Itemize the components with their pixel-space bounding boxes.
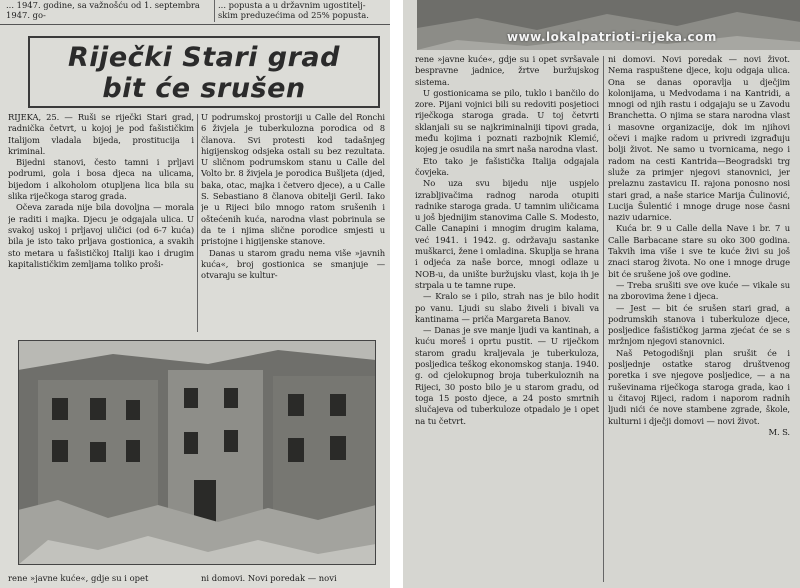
right-newspaper-page [403, 0, 800, 588]
article-column-4 [608, 54, 790, 584]
photo-strip [417, 0, 800, 50]
watermark: www.lokalpatrioti-rijeka.com [507, 30, 717, 44]
paragraph: Bijedni stanovi, često tamni i prljavi podrumi, gola i bosa djeca na ulicama, bijedom i alkoholom otupljena lica bila su slika riječkoga starog grada. [8, 157, 194, 202]
paragraph: ni domovi. Novi poredak — novi život. Nema raspuštene djece, koju odgaja ulica. Ona se danas oporavlja u dječjim kolonijama, u Medvodama i na Kantridi, a mnogi od njih rastu i odgajaju se u Zavodu Branchetta. O njima se stara narodna vlast i masovne organizacije, dok im njihovi očevi i majke radom u privredi izgrađuju bolji život. Ne samo u tvornicama, nego i radom na cesti Kantrida—Beogradski trg služe za primjer njegovi stanovnici, jer prelaznu zastavicu II. rajona ponosno nosi stari grad, a naše starice Marija Čulinović, Lucija Šulentić i mnoge druge nose časni naziv udarnice. [608, 54, 790, 223]
paragraph: U podrumskoj prostoriji u Calle del Ronchi 6 živjela je tuberkulozna porodica od 8 članova. Svi protesti kod tadašnjeg higijenskog odsjeka ostali su bez rezultata. U sličnom podrumskom stanu u Calle del Volto br. 8 živjela je porodica Bušljeta (djed, baka, otac, majka i četvero djece), a u Calle S. Sebastiano 8 članova obitelji Geril. Iako je u Rijeci bilo mnogo ratom srušenih i oštećenih kuća, narodna vlast pobrinula se da te i njima slične porodice smjesti u pristojne i higijenske stanove. [201, 112, 385, 247]
top-strip-left: ... 1947. godine, sa važnošću od 1. septembra 1947. go- [6, 0, 200, 20]
paragraph: Danas u starom gradu nema više »javnih kuća«, broj gostionica se smanjuje — otvaraju se kultur- [201, 247, 385, 281]
column-divider [603, 56, 604, 582]
bottom-strip-right: ni domovi. Novi poredak — novi [201, 573, 337, 583]
header-rule [0, 24, 390, 25]
author-signature: M. S. [768, 426, 790, 437]
paragraph: Eto tako je fašistička Italija odgajala čovjeka. [415, 155, 599, 177]
headline-line-1: Riječki Stari grad [68, 42, 340, 73]
paragraph: — Treba srušiti sve ove kuće — vikale su na zborovima žene i djeca. [608, 279, 790, 302]
headline-line-2: bit će srušen [102, 73, 306, 104]
column-divider [214, 0, 215, 22]
article-column-1 [8, 112, 194, 332]
paragraph: — Kralo se i pilo, strah nas je bilo hodit po vanu. Ljudi su slabo živeli i bivali va kantinama — priča Margareta Banov. [415, 291, 599, 324]
bottom-strip-left: rene »javne kuće«, gdje su i opet [8, 573, 149, 583]
paragraph: Kuća br. 9 u Calle della Nave i br. 7 u Calle Barbacane stare su oko 300 godina. Takvih ima više i sve te kuće živi su još znaci starog života. No one i mnoge druge bit će srušene još ove godine. [608, 223, 790, 279]
paragraph: No uza svu bijedu nije uspjelo izrabljivačima radnog naroda otupiti radnike staroga grada. U tamnim uličicama u još bjednijim stanovima Calle S. Modesto, Calle Canapini i mnogim drugim kalama, već 1941. i 1942. g. održavaju sastanke muškarci, žene i omladina. Skuplja se hrana i odjeća za naše borce, mnogi odlaze u NOB-u, da unište buržujsku vlast, koja ih je strpala u te tamne rupe. [415, 178, 599, 290]
column-divider [197, 114, 198, 332]
paragraph: Naš Petogodišnji plan srušit će i posljednje ostatke starog društvenog poretka i sve njegove posljedice, — a na ruševinama riječkoga staroga grada, kao i u čitavoj Rijeci, radom i naporom radnih ljudi nići će nove stambene zgrade, škole, kulturni i dječji domovi — novi život. [608, 347, 790, 426]
article-column-3 [415, 54, 599, 584]
paragraph: U gostionicama se pilo, tuklo i bančilo do zore. Pijani vojnici bili su redoviti posjetioci riječkoga staroga grada. U toj četvrti sklanjali su se najkriminalniji tipovi grada, među kojima i poznati razbojnik Klemić, kojeg je osudila na smrt naša narodna vlast. [415, 87, 599, 155]
old-town-photo [18, 340, 376, 565]
paragraph: rene »javne kuće«, gdje su i opet svršavale bespravne jadnice, žrtve buržujskog sistema. [415, 54, 599, 87]
headline-box [28, 36, 380, 108]
left-newspaper-page [0, 0, 390, 588]
article-column-2 [201, 112, 385, 332]
paragraph: RIJEKA, 25. — Ruši se riječki Stari grad, radnička četvrt, u kojoj je pod fašističkim Italijom vladala bijeda, prostitucija i kriminal. [8, 112, 194, 156]
top-strip-right: ... popusta a u državnim ugostitelj- skim preduzećima od 25% popusta. [218, 0, 369, 20]
paragraph: — Jest — bit će srušen stari grad, a podrumskih stanova i tuberkuloze djece, posljedice fašističkog jarma zjećat će se s mržnjom njegovi stanovnici. [608, 302, 790, 347]
paragraph: — Danas je sve manje ljudi va kantinah, a kuću moreš i oprtu pustit. — U riječkom starom gradu kraljevala je tuberkuloza, posljedica teškog ekonomskog stanja. 1940. g. od cjelokupnog broja tuberkuloznih na Rijeci, 30 posto bilo je u starom gradu, od toga 15 posto djece, a 24 posto smrtnih slučajeva od tuberkuloze otpadalo je i opet na tu četvrt. [415, 325, 599, 426]
page-gutter [390, 0, 403, 588]
paragraph: Očeva zarada nije bila dovoljna — morala je raditi i majka. Djecu je odgajala ulica. U svakoj uskoj i prljavoj uličici (od 6-7 kuća) bila je isto tako prljava gostionica, a svakih sto metara u fašističkoj Italiji kao i drugim kapitalističkim zemljama toliko proši- [8, 202, 194, 269]
